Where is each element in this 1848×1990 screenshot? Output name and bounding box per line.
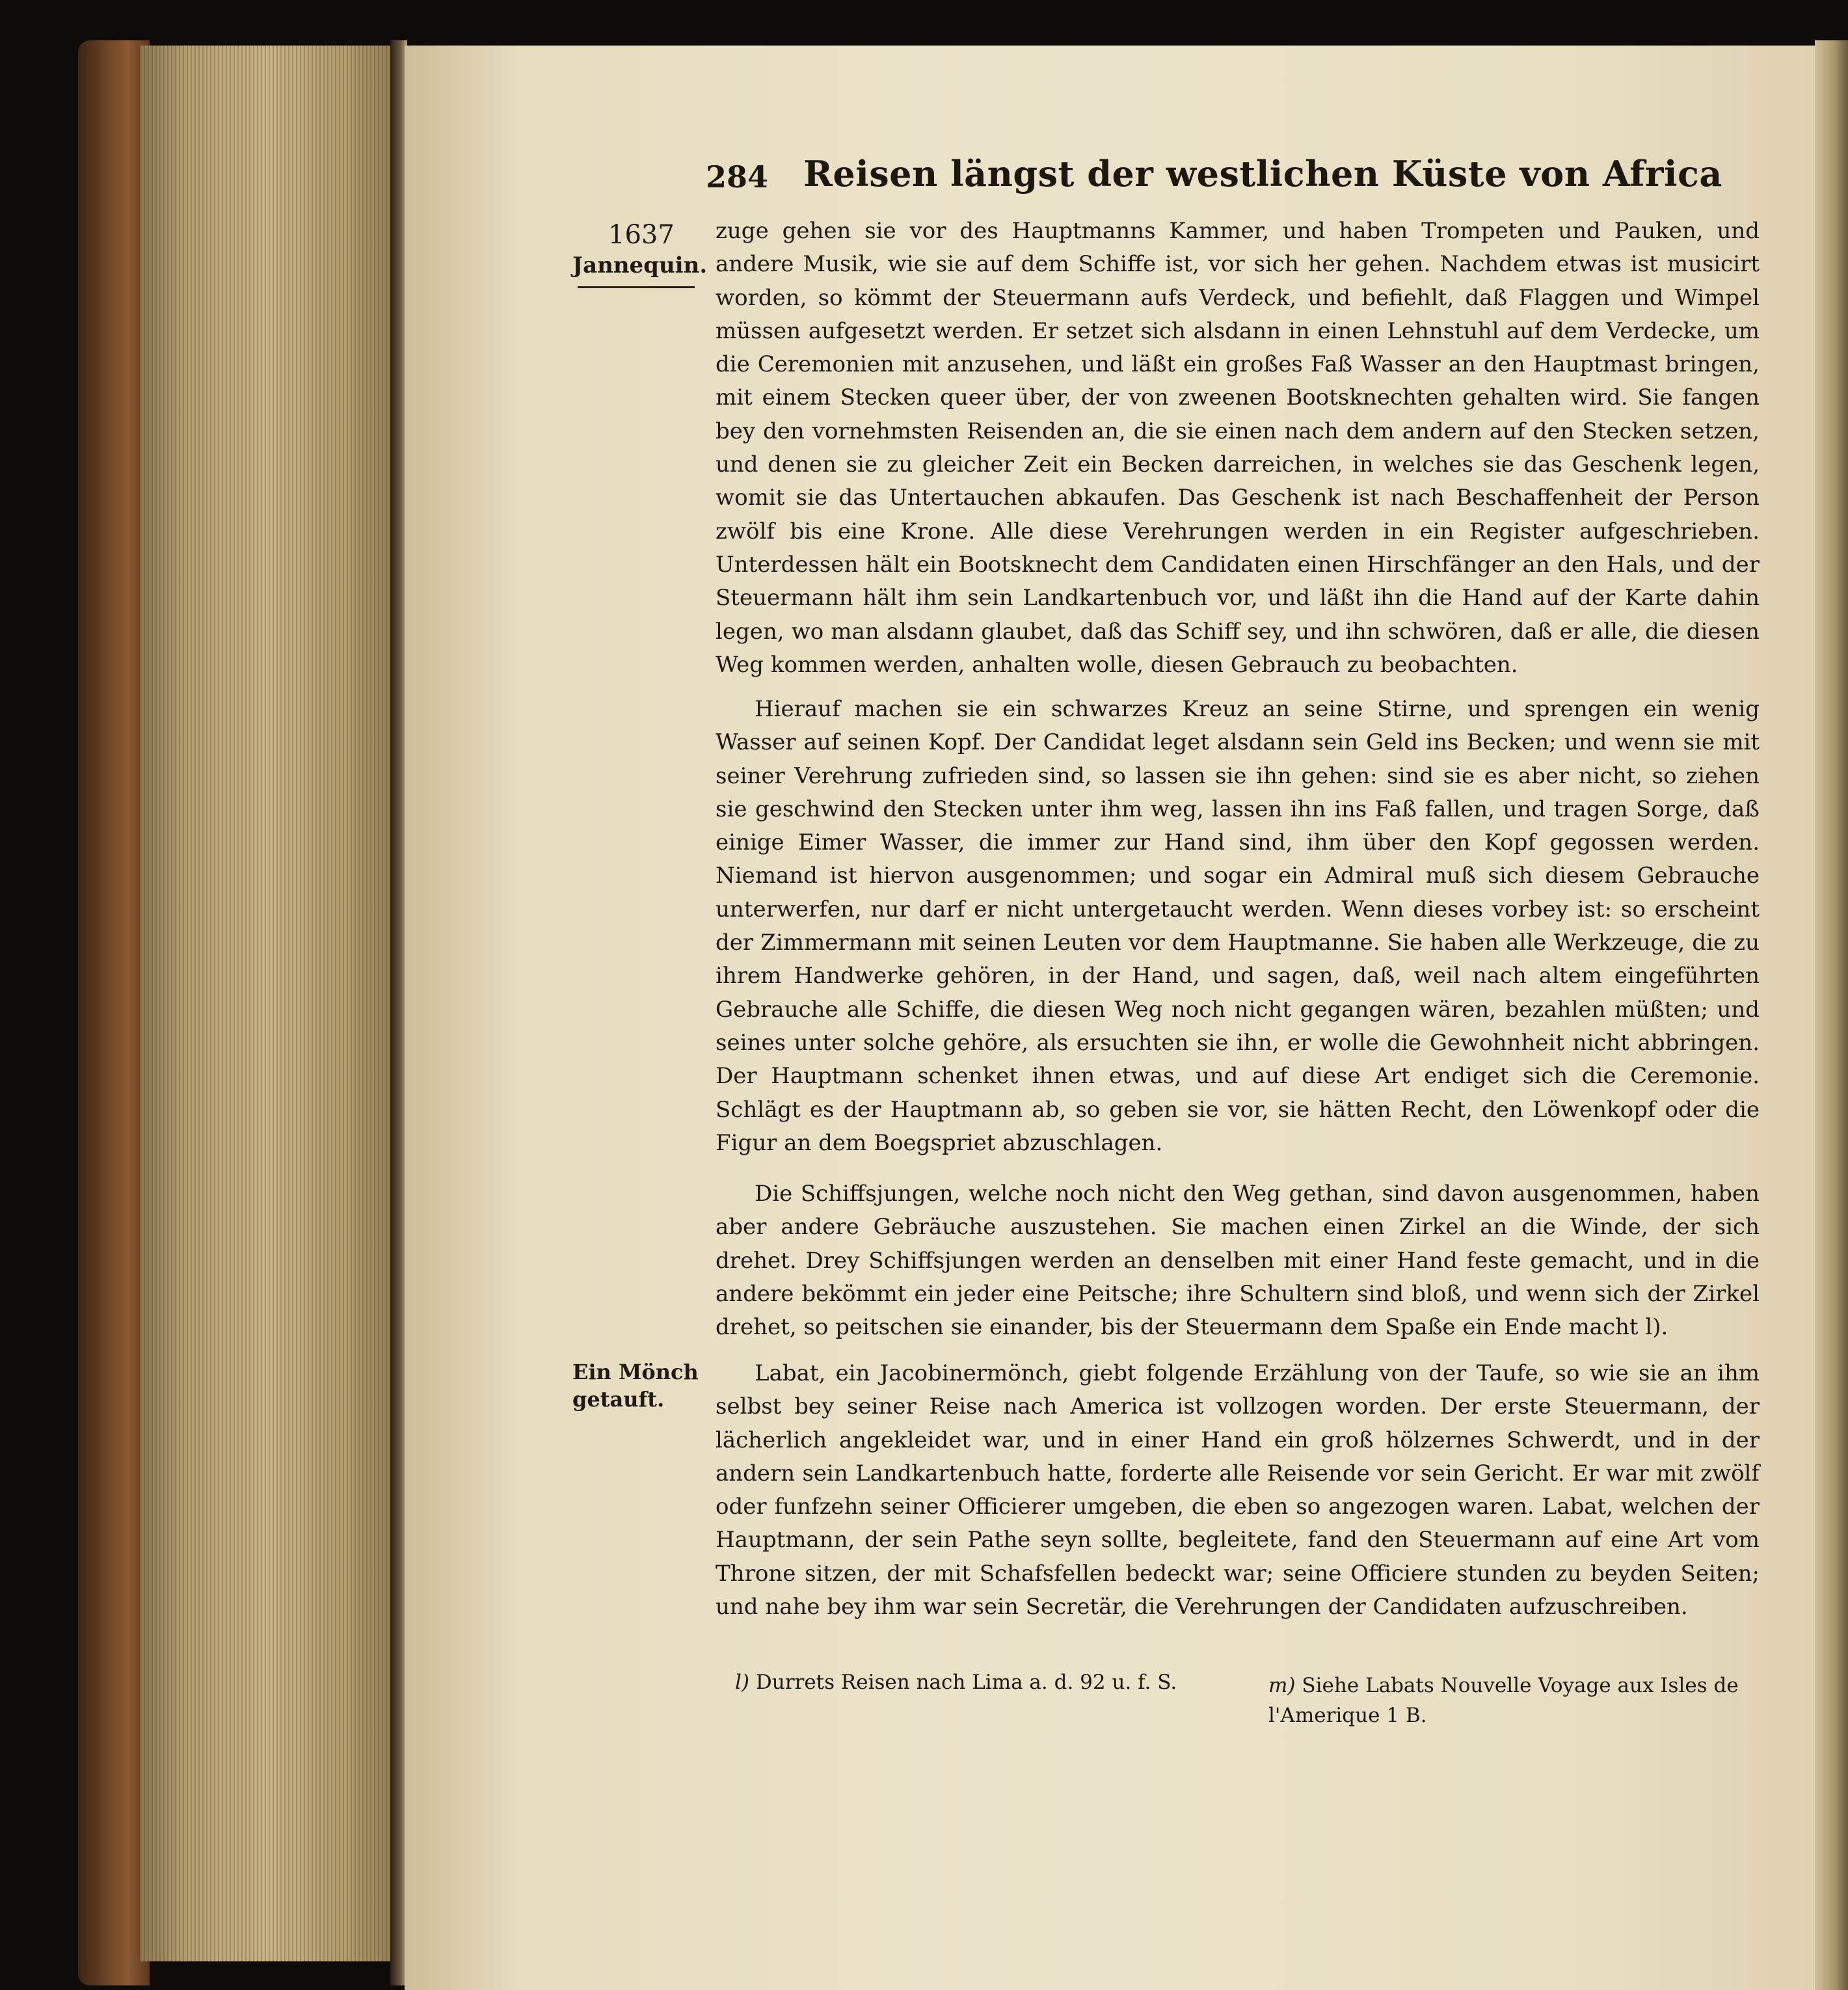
footnote-l: [735, 1671, 1229, 1694]
paragraph-4: Labat, ein Jacobinermönch, giebt folgende Erzählung von der Taufe, so wie sie an ihm selbst bey seiner Reise nach America ist vollzogen worden. Der erste Steuermann, der lächerlich angekleidet war, und in einer Hand ein groß hölzernes Schwerdt, und in der andern sein Landkartenbuch hatte, forderte alle Reisende vor sein Gericht. Er war mit zwölf oder funfzehn seiner Officierer umgeben, die eben so angezogen waren. Labat, welchen der Hauptmann, der sein Pathe seyn sollte, begleitete, fand den Steuermann auf eine Art vom Throne sitzen, der mit Schafsfellen bedeckt war; seine Officiere stunden zu beyden Seiten; und nahe bey ihm war sein Secretär, die Verehrungen der Candidaten aufzuschreiben.: [716, 1360, 1760, 1620]
page-block-edge: [140, 46, 400, 1961]
sidenote-line-1: Ein Mönch: [572, 1360, 699, 1384]
margin-rule: [578, 286, 695, 295]
sidenote-line-2: getauft.: [572, 1387, 665, 1412]
page-edge-right: [1815, 40, 1848, 1990]
paragraph-1: zuge gehen sie vor des Hauptmanns Kammer, und haben Trompeten und Pauken, und andere Musik, wie sie auf dem Schiffe ist, vor sich her gehen. Nachdem etwas ist musicirt worden, so kömmt der Steuermann aufs Verdeck, und befiehlt, daß Flaggen und Wimpel müssen aufgesetzt werden. Er setzet sich alsdann in einen Lehnstuhl auf dem Verdecke, um die Ceremonien mit anzusehen, und läßt ein großes Faß Wasser an den Hauptmast bringen, mit einem Stecken queer über, der von zweenen Bootsknechten gehalten wird. Sie fangen bey den vornehmsten Reisenden an, die sie einen nach dem andern auf den Stecken setzen, und denen sie zu gleicher Zeit ein Becken darreichen, in welches sie das Geschenk legen, womit sie das Untertauchen abkaufen. Das Geschenk ist nach Beschaffenheit der Person zwölf bis eine Krone. Alle diese Verehrungen werden in ein Register aufgeschrieben. Unterdessen hält ein Bootsknecht dem Candidaten einen Hirschfänger an den Hals, und der Steuermann hält ihm sein Landkartenbuch vor, und läßt ihn die Hand auf der Karte dahin legen, wo man alsdann glaubet, daß das Schiff sey, und ihn schwören, daß er alle, die diesen Weg kommen werden, anhalten wolle, diesen Gebrauch zu beobachten.: [716, 218, 1760, 678]
page-number: 284: [706, 159, 769, 195]
paragraph-3: Die Schiffsjungen, welche noch nicht den Weg gethan, sind davon ausgenommen, haben aber andere Gebräuche auszustehen. Sie machen einen Zirkel an die Winde, der sich drehet. Drey Schiffsjungen werden an denselben mit einer Hand feste gemacht, und in die andere bekömmt ein jeder eine Peitsche; ihre Schultern sind bloß, und wenn sich der Zirkel drehet, so peitschen sie einander, bis der Steuermann dem Spaße ein Ende macht l).: [716, 1181, 1760, 1341]
page-header: [706, 153, 1760, 205]
book-cover-edge: [78, 40, 150, 1985]
footnote-l-label: l): [735, 1671, 750, 1694]
footnote-m: [1268, 1671, 1763, 1730]
paragraph-2: Hierauf machen sie ein schwarzes Kreuz an seine Stirne, und sprengen ein wenig Wasser auf seinen Kopf. Der Candidat leget alsdann sein Geld ins Becken; und wenn sie mit seiner Verehrung zufrieden sind, so lassen sie ihn gehen: sind sie es aber nicht, so ziehen sie geschwind den Stecken unter ihm weg, lassen ihn ins Faß fallen, und tragen Sorge, daß einige Eimer Wasser, die immer zur Hand sind, ihm über den Kopf gegossen werden. Niemand ist hiervon ausgenommen; und sogar ein Admiral muß sich diesem Gebrauche unterwerfen, nur darf er nicht untergetaucht werden. Wenn dieses vorbey ist: so erscheint der Zimmermann mit seinen Leuten vor dem Hauptmanne. Sie haben alle Werkzeuge, die zu ihrem Handwerke gehören, in der Hand, und sagen, daß, weil nach altem eingeführten Gebrauche alle Schiffe, die diesen Weg noch nicht gegangen wären, bezahlen müßten; und seines unter solche gehöre, als ersuchten sie ihn, er wolle die Gewohnheit nicht abbringen. Der Hauptmann schenket ihnen etwas, und auf diese Art endiget sich die Ceremonie. Schlägt es der Hauptmann ab, so geben sie vor, sie hätten Recht, den Löwenkopf oder die Figur an dem Boegspriet abzuschlagen.: [716, 696, 1760, 1156]
footnote-m-label: m): [1268, 1674, 1296, 1697]
running-title: Reisen längst der westlichen Küste von Africa: [803, 153, 1722, 195]
footnote-m-text: Siehe Labats Nouvelle Voyage aux Isles de l'Amerique 1 B.: [1268, 1674, 1739, 1727]
margin-year: 1637: [608, 220, 675, 250]
footnote-l-text: Durrets Reisen nach Lima a. d. 92 u. f. S.: [755, 1671, 1177, 1694]
footnotes: [735, 1665, 1763, 1743]
margin-sidenote: [572, 1358, 699, 1413]
margin-author: Jannequin.: [572, 252, 708, 278]
